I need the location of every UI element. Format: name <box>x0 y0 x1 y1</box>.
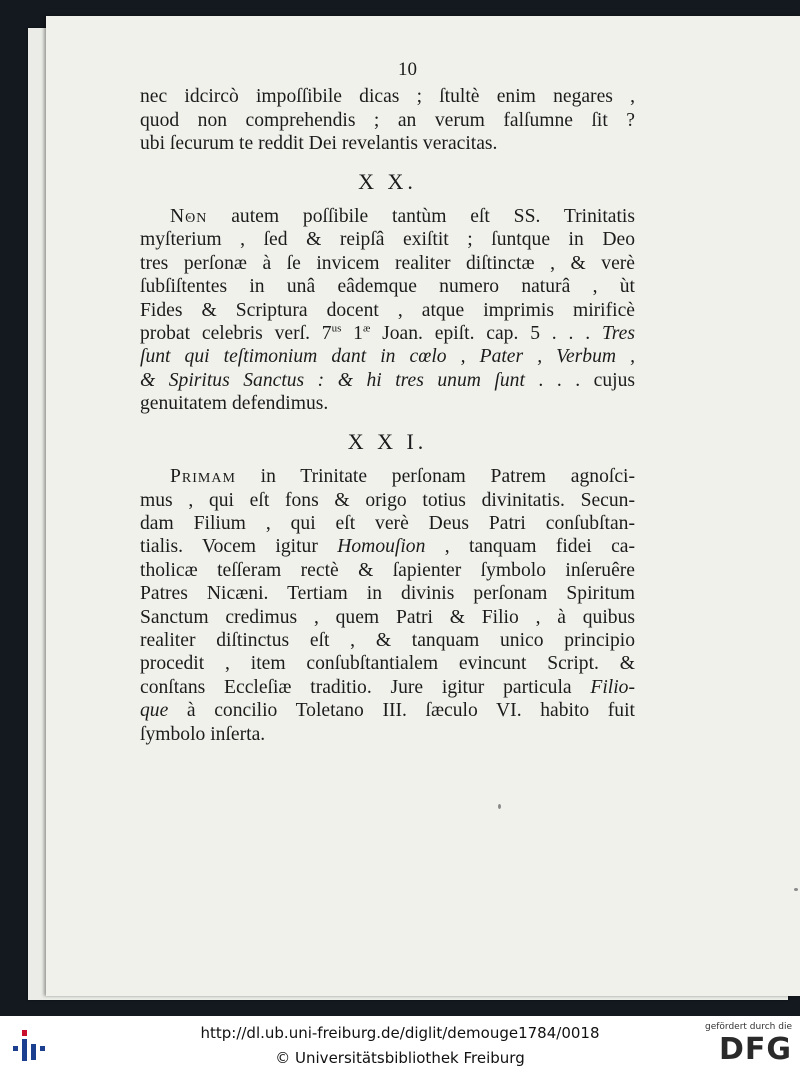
section-heading-xxi: X X I. <box>347 428 428 454</box>
text-line <box>140 535 635 558</box>
paragraph-xx <box>140 205 635 416</box>
italic-run: & Spiritus Sanctus : & hi tres unum ſunt <box>140 369 525 391</box>
text-run: tialis. Vocem igitur <box>140 536 338 558</box>
text-run: , tanquam fidei ca- <box>425 536 635 558</box>
text-run: 1 <box>341 323 363 345</box>
text-line: mus , qui eſt fons & origo totius divinitatis. Secun- <box>140 489 635 511</box>
superscript: us <box>331 322 342 335</box>
paper-speck <box>498 804 501 809</box>
italic-run: Homouſion <box>337 536 426 558</box>
text-line: realiter diſtinctus eſt , & tanquam unico principio <box>140 629 635 651</box>
text-line: quod non comprehendis ; an verum falſumne ſit ? <box>140 109 635 131</box>
page-text <box>140 58 635 746</box>
text-line <box>140 205 635 228</box>
text-line: Patres Nicæni. Tertiam in divinis perſonam Spiritum <box>140 583 635 605</box>
italic-run: ſunt qui teſtimonium dant in cœlo , Pater , Verbum , <box>140 346 635 368</box>
text-run: autem poſſibile tantùm eſt SS. Trinitatis <box>207 206 635 228</box>
paragraph-intro <box>140 85 635 155</box>
page-number: 10 <box>398 59 417 80</box>
text-line: ubi ſecurum te reddit Dei revelantis veracitas. <box>140 133 498 155</box>
text-line: procedit , item conſubſtantialem evincunt Script. & <box>140 653 635 675</box>
text-line: tholicæ teſſeram rectè & ſapienter ſymbolo inſeruêre <box>140 559 635 581</box>
text-line <box>140 369 635 392</box>
text-line: nec idcircò impoſſibile dicas ; ſtultè enim negares , <box>140 86 635 108</box>
text-run: à concilio Toletano III. ſæculo VI. habito fuit <box>168 700 635 722</box>
superscript: æ <box>362 322 371 335</box>
dfg-funding-badge[interactable] <box>704 1022 792 1070</box>
text-run: probat celebris verſ. 7 <box>140 323 332 345</box>
text-line: Sanctum credimus , quem Patri & Filio , à quibus <box>140 606 635 628</box>
text-line: Fides & Scriptura docent , atque imprimis mirificè <box>140 299 635 321</box>
text-run: conſtans Eccleſiæ traditio. Jure igitur particula <box>140 676 591 698</box>
lead-word: Primam <box>170 466 236 488</box>
paragraph-xxi <box>140 465 635 746</box>
text-line: genuitatem defendimus. <box>140 393 329 415</box>
dfg-funding-note: gefördert durch die <box>705 1022 792 1032</box>
text-line <box>140 345 635 368</box>
text-line <box>140 699 635 722</box>
text-line: dam Filium , qui eſt verè Deus Patri conſubſtan- <box>140 512 635 534</box>
permalink-url[interactable]: http://dl.ub.uni-freiburg.de/diglit/demouge1784/0018 <box>200 1024 600 1042</box>
text-line <box>140 465 635 488</box>
section-heading-xx: X X. <box>358 168 417 194</box>
italic-run: Filio- <box>590 676 635 698</box>
text-line: myſterium , ſed & reipſâ exiſtit ; ſuntque in Deo <box>140 229 635 251</box>
lead-word: Non <box>170 206 208 228</box>
text-line: ſubſiſtentes in unâ eâdemque numero naturâ , ùt <box>140 276 635 298</box>
italic-run: Tres <box>601 323 635 345</box>
text-run: Joan. epiſt. cap. 5 . . . <box>370 323 602 345</box>
text-line <box>140 322 635 345</box>
text-line: ſymbolo inſerta. <box>140 723 266 745</box>
viewer-footer <box>0 1016 800 1074</box>
paper-speck <box>794 888 798 891</box>
text-run: in Trinitate perſonam Patrem agnoſci- <box>235 466 635 488</box>
text-line <box>140 676 635 699</box>
copyright-notice: © Universitätsbibliothek Freiburg <box>275 1049 525 1067</box>
text-run: . . . cujus <box>524 369 636 391</box>
italic-run: que <box>140 700 169 722</box>
dfg-logo-icon: DFG <box>718 1032 792 1067</box>
text-line: tres perſonæ à ſe invicem realiter diſtinctæ , & verè <box>140 252 635 274</box>
